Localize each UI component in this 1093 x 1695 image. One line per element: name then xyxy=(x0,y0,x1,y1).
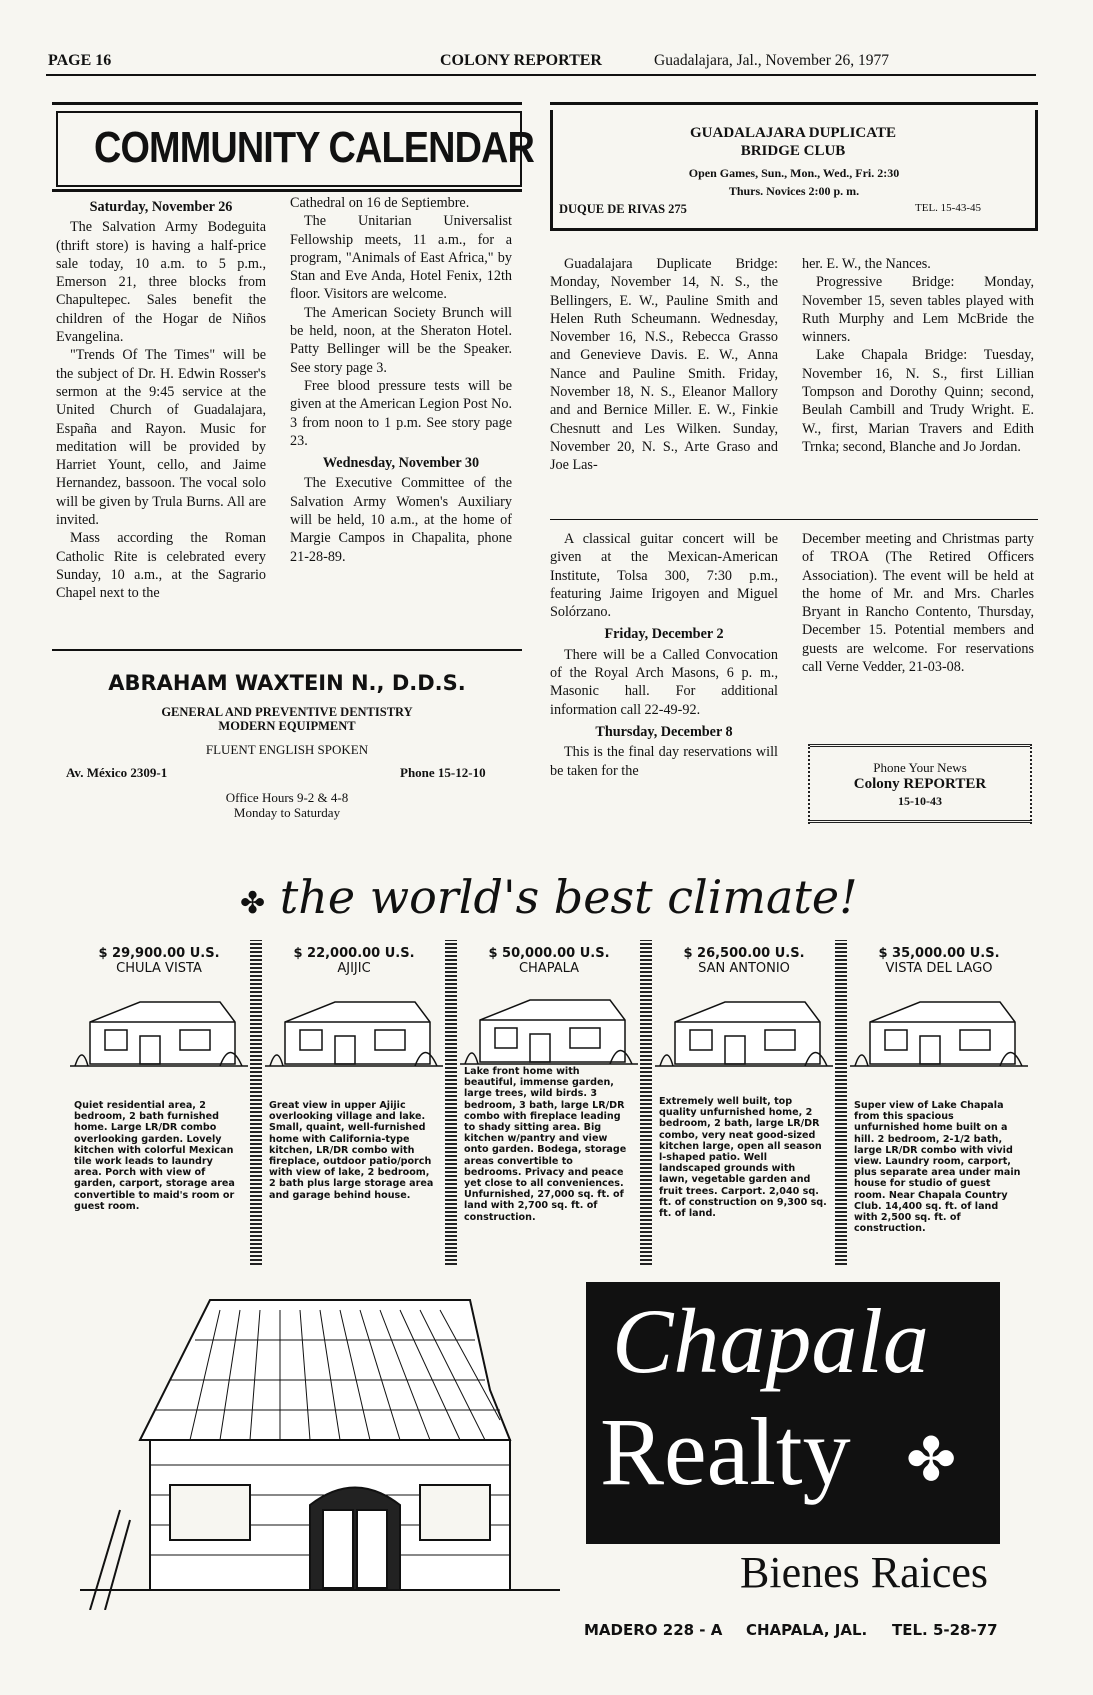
dateline: Guadalajara, Jal., November 26, 1977 xyxy=(654,52,890,69)
property-listing xyxy=(70,940,248,1265)
phone-box-line2: Colony REPORTER xyxy=(853,776,987,792)
paragraph: Mass according the Roman Catholic Rite is celebrated every Sunday, 10 a.m., at the Sagrario Chapel next to the xyxy=(56,530,266,602)
property-listing xyxy=(850,940,1028,1265)
paragraph: Progressive Bridge: Monday, November 15, seven tables played with Ruth Murphy and Lem McBride the winners. xyxy=(802,274,1034,346)
paragraph: A classical guitar concert will be given at the Mexican-American Institute, Tolsa 300, 7:30 p.m., featuring Jaime Irigoyen and Miguel Solórzano. xyxy=(550,531,778,621)
house-sketch-icon xyxy=(850,984,1028,1074)
calendar-bottom-rule xyxy=(52,189,522,192)
paragraph-continued: Cathedral on 16 de Septiembre. xyxy=(290,195,470,211)
house-sketch-icon xyxy=(265,984,443,1074)
paragraph: There will be a Called Convocation of the Royal Arch Masons, 6 p. m., Masonic hall. For additional information call 22-49-92. xyxy=(550,646,778,718)
brand-line1: Chapala xyxy=(612,1290,929,1392)
bridge-club-title: GUADALAJARA DUPLICATE BRIDGE CLUB xyxy=(690,125,896,159)
bridge-club-ad xyxy=(550,110,1038,228)
dentist-specialty: GENERAL AND PREVENTIVE DENTISTRY xyxy=(161,705,413,719)
realty-city: CHAPALA, JAL. xyxy=(746,1621,868,1639)
paragraph: The Unitarian Universalist Fellowship meets, 11 a.m., for a program, "Animals of East Africa," by Stan and Eve Anda, Hotel Fenix, 12th floor. Visitors are welcome. xyxy=(290,213,512,303)
property-listings xyxy=(70,940,1030,1265)
dentist-hours: Office Hours 9-2 & 4-8 xyxy=(225,790,349,805)
bridge-club-novices: Thurs. Novices 2:00 p. m. xyxy=(728,184,860,198)
listing-location: SAN ANTONIO xyxy=(698,961,790,976)
bridge-bottom-rule xyxy=(550,228,1038,231)
paragraph: Lake Chapala Bridge: Tuesday, November 16, N. S., first Lillian Tompson and Dorothy Quinn; second, Beulah Cambill and Trudy Wright. E. W., first, Marian Travers and Edith Trnka; second, Blanche and Jo Jordan. xyxy=(802,347,1034,455)
page-number: PAGE 16 xyxy=(48,52,112,69)
listing-price: $ 50,000.00 U.S. xyxy=(488,946,610,961)
paragraph: Free blood pressure tests will be given at the American Legion Post No. 3 from noon to 1 p.m. See story page 23. xyxy=(290,377,512,449)
date-heading: Wednesday, November 30 xyxy=(322,455,480,472)
calendar-title-box xyxy=(56,111,534,187)
header-rule xyxy=(46,74,1036,76)
listing-divider xyxy=(445,940,457,1265)
realty-tel: TEL. 5-28-77 xyxy=(892,1621,998,1639)
paragraph-continued: her. E. W., the Nances. xyxy=(802,256,931,272)
newspaper-name: COLONY REPORTER xyxy=(440,52,602,69)
realty-address: MADERO 228 - A xyxy=(584,1621,723,1639)
date-heading: Saturday, November 26 xyxy=(89,199,233,215)
calendar-column-2 xyxy=(290,194,512,566)
listing-location: CHAPALA xyxy=(518,961,580,976)
paragraph: This is the final day reservations will be taken for the xyxy=(550,744,778,779)
dentist-phone: Phone 15-12-10 xyxy=(400,765,486,780)
paragraph: The American Society Brunch will be held, noon, at the Sheraton Hotel. Patty Bellinger will be the Speaker. See story page 3. xyxy=(290,304,512,376)
listing-price: $ 29,900.00 U.S. xyxy=(98,946,220,961)
listing-price: $ 26,500.00 U.S. xyxy=(683,946,805,961)
chapala-realty-logo xyxy=(586,1282,1000,1544)
dentist-address: Av. México 2309-1 xyxy=(66,765,168,780)
bridge-results-rule xyxy=(550,519,1038,520)
calendar-top-rule xyxy=(52,102,522,105)
listing-divider xyxy=(640,940,652,1265)
dentist-equipment: MODERN EQUIPMENT xyxy=(218,719,356,733)
listing-location: VISTA DEL LAGO xyxy=(885,961,993,976)
dentist-days: Monday to Saturday xyxy=(233,805,341,820)
phone-box-bottom-border xyxy=(810,820,1030,823)
property-listing xyxy=(655,940,833,1265)
house-sketch-icon xyxy=(460,982,638,1072)
clover-icon: ✤ xyxy=(240,886,266,921)
dentist-name: ABRAHAM WAXTEIN N., D.D.S. xyxy=(108,671,466,695)
slogan-text: the world's best climate! xyxy=(279,870,858,924)
paragraph-continued: December meeting and Christmas party of TROA (The Retired Officers Association). The event will be held at the home of Mr. and Mrs. Charles Bryant in Rancho Contento, Thursday, December 15. Potential members and guests are welcome. For reservations call Verne Vedder, 21-03-08. xyxy=(802,531,1034,676)
listing-location: AJIJIC xyxy=(337,961,371,976)
events-column-2 xyxy=(802,530,1034,676)
calendar-column-1 xyxy=(56,194,266,603)
calendar-title: COMMUNITY CALENDAR xyxy=(94,123,534,172)
clover-icon: ✤ xyxy=(906,1425,957,1495)
bridge-club-tel: TEL. 15-43-45 xyxy=(915,202,981,214)
brand-tagline: Bienes Raices xyxy=(740,1548,989,1597)
listing-price: $ 22,000.00 U.S. xyxy=(293,946,415,961)
listing-divider xyxy=(835,940,847,1265)
bridge-results-column-1 xyxy=(550,255,778,475)
events-column-1 xyxy=(550,530,778,780)
dentist-ad xyxy=(52,651,522,841)
phone-box-top-border xyxy=(810,744,1030,747)
property-listing xyxy=(265,940,443,1265)
house-illustration xyxy=(80,1270,570,1610)
listing-location: CHULA VISTA xyxy=(116,961,202,976)
listing-description: Quiet residential area, 2 bedroom, 2 bath furnished home. Large LR/DR combo overlooking garden. Lovely kitchen with colorful Mexican tile work leads to laundry area. Porch with view of garden, carport, storage area convertible to maid's room or guest room. xyxy=(74,1100,235,1212)
paragraph: "Trends Of The Times" will be the subject of Dr. H. Edwin Rosser's sermon at the 9:45 service at the United Church of Guadalajara, España and Rayon. Music for meditation will be provided by Harriet Yount, cello, and Jaime Hernandez, bassoon. The vocal solo will be given by Trula Burns. All are invited. xyxy=(56,347,266,529)
house-sketch-icon xyxy=(655,984,833,1074)
listing-description: Lake front home with beautiful, immense garden, large trees, wild birds. 3 bedroom, 3 bath, large LR/DR combo with fireplace leading to shady sitting area. Big kitchen w/pantry and view onto garden. Bodega, storage areas convertible to bedrooms. Privacy and peace yet close to all conveniences. Unfurnished, 27,000 sq. ft. of land with 2,700 sq. ft. of construction. xyxy=(464,1066,627,1223)
bridge-club-address: DUQUE DE RIVAS 275 xyxy=(559,202,687,216)
phone-box-line1: Phone Your News xyxy=(873,760,967,775)
brand-line2: Realty xyxy=(600,1398,851,1505)
listing-divider xyxy=(250,940,262,1265)
house-sketch-icon xyxy=(70,984,248,1074)
bridge-top-rule xyxy=(550,102,1038,105)
listing-price: $ 35,000.00 U.S. xyxy=(878,946,1000,961)
listing-description: Super view of Lake Chapala from this spacious unfurnished home built on a hill. 2 bedroom, 2-1/2 bath, large LR/DR combo with vivid view. Laundry room, carport, plus separate area under main house for studio of guest room. Near Chapala Country Club. 14,400 sq. ft. of land with 2,500 sq. ft. of construction. xyxy=(854,1100,1021,1235)
listing-description: Extremely well built, top quality unfurnished home, 2 bedroom, 2 bath, large LR/DR combo, very neat good-sized kitchen large, open all season l-shaped patio. Well landscaped grounds with lawn, vegetable garden and fruit trees. Carport. 2,040 sq. ft. of construction on 9,300 sq. ft. of land. xyxy=(659,1096,827,1220)
phone-news-box xyxy=(808,744,1032,824)
dentist-english: FLUENT ENGLISH SPOKEN xyxy=(205,742,369,757)
slogan xyxy=(240,870,860,924)
bridge-club-hours: Open Games, Sun., Mon., Wed., Fri. 2:30 xyxy=(688,166,900,180)
phone-box-number: 15-10-43 xyxy=(898,794,942,808)
paragraph: The Salvation Army Bodeguita (thrift store) is having a half-price sale today, 10 a.m. to 5 p.m., Emerson 21, three blocks from Chapultepec. Sales benefit the children of the Hogar de Niños Evangelina. xyxy=(56,219,266,346)
listing-description: Great view in upper Ajijic overlooking village and lake. Small, quaint, well-furnished home with California-type kitchen, LR/DR combo with fireplace, outdoor patio/porch with view of lake, 2 bedroom, 2 bath plus large storage area and garage behind house. xyxy=(269,1100,434,1201)
date-heading: Friday, December 2 xyxy=(604,626,724,643)
paragraph: Guadalajara Duplicate Bridge: Monday, November 14, N. S., the Bellingers, E. W., Pauline Smith and Helen Ruth Scheumann. Wednesday, November 16, N.S., Rebecca Grasso and Genevieve Davis. E. W., Anna Nance and Pauline Smith. Friday, November 18, N. S., Eleanor Mallory and and Bernice Miller. E. W., Finkie Chesnutt and Les Wilken. Sunday, November 20, N. S., Arte Graso and Joe Las- xyxy=(550,256,778,474)
paragraph: The Executive Committee of the Salvation Army Women's Auxiliary will be held, 10 a.m., at the home of Margie Campos in Chapalita, phone 21-28-89. xyxy=(290,475,512,565)
property-listing xyxy=(460,940,638,1265)
bridge-results-column-2 xyxy=(802,255,1034,456)
date-heading: Thursday, December 8 xyxy=(595,723,733,740)
